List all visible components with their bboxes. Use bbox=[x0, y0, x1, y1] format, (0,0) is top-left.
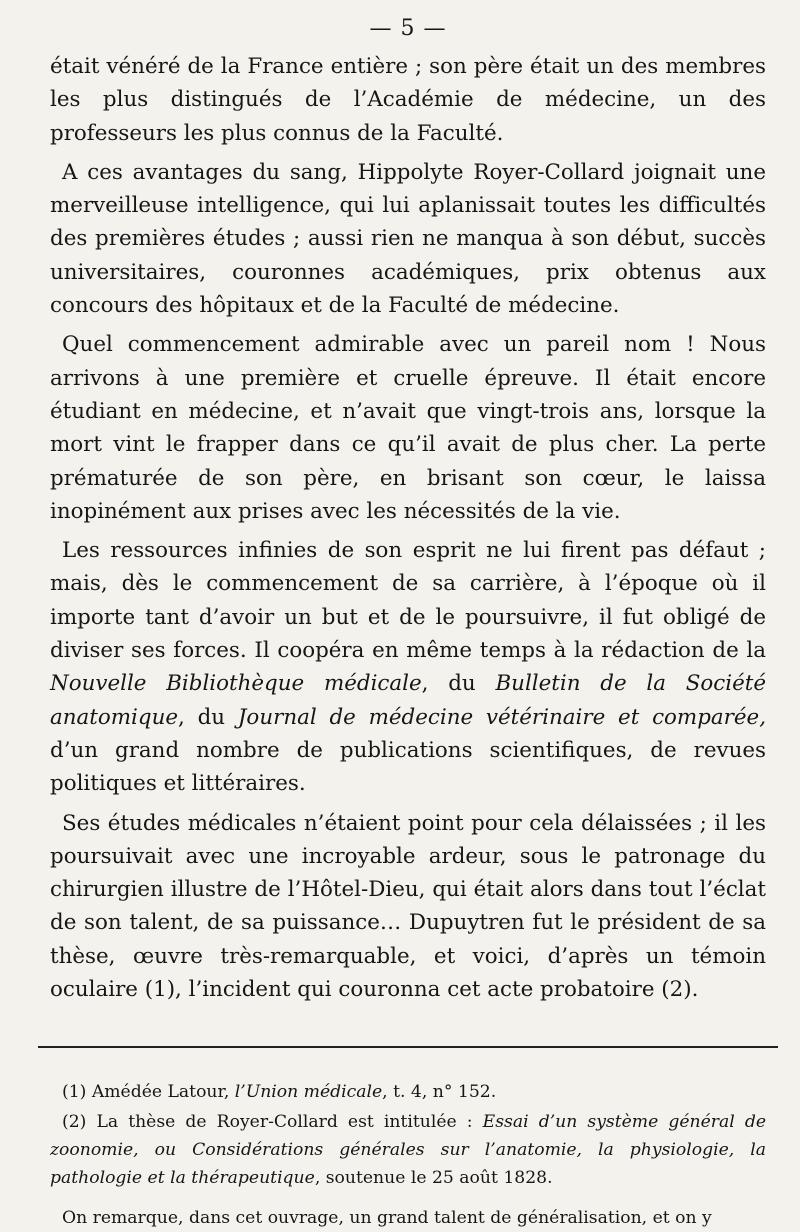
paragraph-2: A ces avantages du sang, Hippolyte Royer-Collard joignait une merveilleuse intelligence, qui lui aplanissait toutes les difficultés des premières études ; aussi rien ne manqua à son début, succès universitaires, couronnes académiques, prix obtenus aux concours des hôpitaux et de la Faculté de médecine. bbox=[50, 159, 766, 319]
footnotes bbox=[50, 1078, 766, 1232]
footnote-1-author: Amédée Latour, bbox=[91, 1082, 230, 1103]
footnote-1-journal: l’Union médicale bbox=[234, 1082, 383, 1103]
title-nouvelle-bibliotheque: Nouvelle Bibliothèque médicale bbox=[50, 671, 422, 697]
paragraph-4-after: d’un grand nombre de publications scientifiques, de revues politiques et littéraires. bbox=[50, 737, 766, 797]
main-text bbox=[50, 50, 766, 1006]
paragraph-3: Quel commencement admirable avec un pareil nom ! Nous arrivons à une première et cruelle épreuve. Il était encore étudiant en médecine, et n’avait que vingt-trois ans, lorsque la mort vint le frapper dans ce qu’il avait de plus cher. La perte prématurée de son père, en brisant son cœur, le laissa inopinément aux prises avec les nécessités de la vie. bbox=[50, 332, 766, 524]
footnote-2-marker: (2) bbox=[62, 1112, 87, 1133]
footnote-1-marker: (1) bbox=[62, 1082, 87, 1103]
footnote-continuation: On remarque, dans cet ouvrage, un grand talent de généralisation, et on y bbox=[62, 1208, 712, 1229]
paragraph-4-mid2: , du bbox=[178, 704, 238, 730]
footnote-1-ref: , t. 4, n° 152. bbox=[382, 1082, 497, 1103]
paragraph-5: Ses études médicales n’étaient point pour cela délaissées ; il les poursuivait avec une incroyable ardeur, sous le patronage du chirurgien illustre de l’Hôtel-Dieu, qui était alors dans tout l’éclat de son talent, de sa puissance… Dupuytren fut le président de sa thèse, œuvre très-remarquable, et voici, d’après un témoin oculaire (1), l’incident qui couronna cet acte probatoire (2). bbox=[50, 810, 766, 1003]
paragraph-4-before: Les ressources infinies de son esprit ne lui firent pas défaut ; mais, dès le commencement de sa carrière, à l’époque où il importe tant d’avoir un but et de le poursuivre, il fut obligé de diviser ses forces. Il coopéra en même temps à la rédaction de la bbox=[50, 538, 766, 664]
footnote-2-text: La thèse de Royer-Collard est intitulée : bbox=[96, 1112, 473, 1133]
paragraph-1: était vénéré de la France entière ; son père était un des membres les plus distingués de l’Académie de médecine, un des professeurs les plus connus de la Faculté. bbox=[50, 54, 766, 146]
paragraph-4-mid1: , du bbox=[421, 671, 496, 697]
paragraph-4 bbox=[50, 534, 766, 800]
footnote-2 bbox=[50, 1108, 766, 1192]
title-journal-medecine-veterinaire: Journal de médecine vétérinaire et comparée, bbox=[237, 704, 767, 730]
footnote-2-thesis-title: Essai d’un système général de zoonomie, ou Considérations générales sur l’anatomie, la physiologie, la pathologie et la thérapeutique bbox=[50, 1112, 766, 1189]
title-bulletin-societe-anatomique: Bulletin de la Société anatomique bbox=[50, 671, 766, 730]
page-number: — 5 — bbox=[369, 16, 447, 41]
footnote-rule bbox=[38, 1046, 778, 1048]
footnote-1 bbox=[50, 1078, 766, 1106]
footnote-2-after: , soutenue le 25 août 1828. bbox=[314, 1168, 553, 1189]
